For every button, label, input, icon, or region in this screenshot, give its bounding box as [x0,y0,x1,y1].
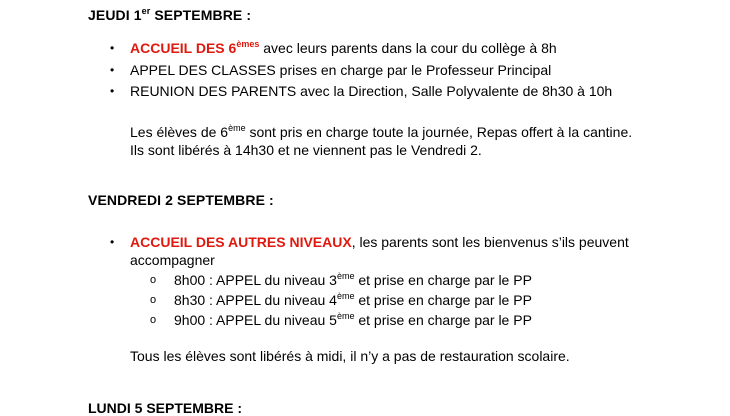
list-item-continuation: accompagner [130,252,215,268]
list-item-text: REUNION DES PARENTS avec la Direction, Salle Polyvalente de 8h30 à 10h [130,83,613,99]
list-item [130,61,551,79]
sub-item-text: et prise en charge par le PP [354,312,532,328]
circle-bullet-icon: o [150,294,157,306]
list-item-text: , les parents sont les bienvenus s’ils peuvent [351,234,629,250]
red-highlight-sup: èmes [236,39,260,49]
sub-list-item [174,271,532,289]
list-item [130,233,629,251]
red-highlight: ACCUEIL DES 6 [130,40,237,56]
red-highlight: ACCUEIL DES AUTRES NIVEAUX [130,234,352,250]
list-item [130,39,557,57]
sub-item-sup: ème [336,291,355,301]
heading-jeudi-suffix: SEPTEMBRE : [150,7,252,23]
note-sup: ème [228,123,246,133]
list-item [130,82,612,100]
list-item-text: avec leurs parents dans la cour du collège à 8h [259,40,557,56]
circle-bullet-icon: o [150,314,157,326]
heading-jeudi [88,7,251,23]
sub-item-sup: ème [336,311,355,321]
heading-vendredi: VENDREDI 2 SEPTEMBRE : [88,192,274,208]
bullet-icon: • [110,41,115,55]
note-line [130,123,632,141]
bullet-icon: • [110,84,115,98]
list-item-text: APPEL DES CLASSES prises en charge par le Professeur Principal [130,62,552,78]
heading-jeudi-sup: er [141,6,151,16]
bullet-icon: • [110,63,115,77]
sub-item-text: 9h00 : APPEL du niveau 5 [174,312,337,328]
sub-item-sup: ème [336,271,355,281]
heading-lundi: LUNDI 5 SEPTEMBRE : [88,400,243,416]
sub-list-item [174,291,532,309]
note-line: Tous les élèves sont libérés à midi, il n’y a pas de restauration scolaire. [130,348,570,364]
sub-item-text: et prise en charge par le PP [354,272,532,288]
sub-item-text: et prise en charge par le PP [354,292,532,308]
heading-jeudi-text: JEUDI 1 [88,7,142,23]
sub-item-text: 8h30 : APPEL du niveau 4 [174,292,337,308]
circle-bullet-icon: o [150,274,157,286]
sub-item-text: 8h00 : APPEL du niveau 3 [174,272,337,288]
note-line: Ils sont libérés à 14h30 et ne viennent pas le Vendredi 2. [130,142,482,158]
note-text: Les élèves de 6 [130,124,229,140]
bullet-icon: • [110,235,115,249]
note-text: sont pris en charge toute la journée, Repas offert à la cantine. [245,124,633,140]
sub-list-item [174,311,532,329]
